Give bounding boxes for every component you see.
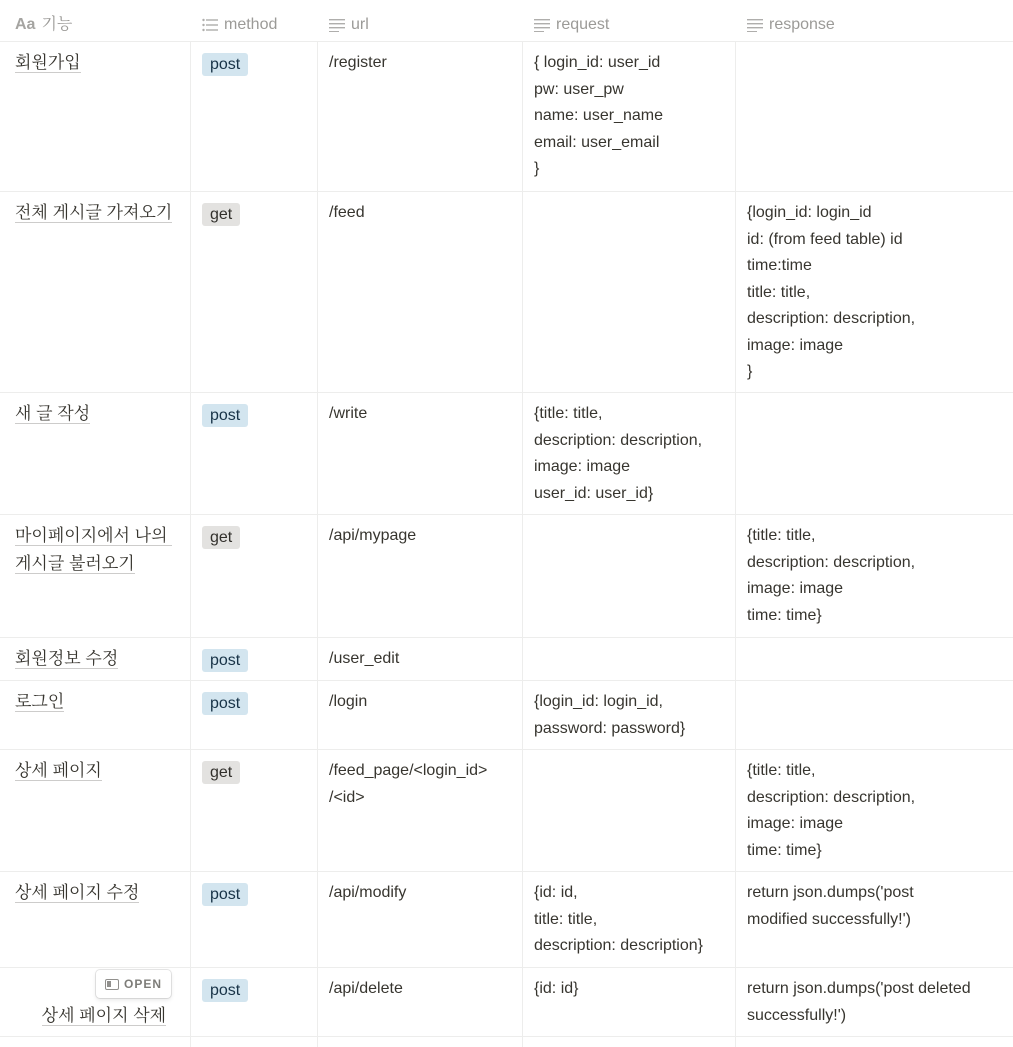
- response-cell[interactable]: [736, 393, 1013, 514]
- feature-title[interactable]: 회원가입: [15, 53, 81, 72]
- table-row[interactable]: [0, 515, 1013, 638]
- side-peek-icon: [105, 979, 119, 990]
- column-header-url[interactable]: [318, 0, 523, 41]
- response-cell[interactable]: {title: title, description: description, image: image time: time}: [747, 527, 916, 624]
- request-cell[interactable]: [523, 750, 736, 871]
- table-row[interactable]: [0, 192, 1013, 393]
- text-lines-icon: [534, 18, 550, 32]
- method-tag: post: [202, 53, 248, 76]
- url-cell[interactable]: /api/delete: [318, 968, 523, 1036]
- title-property-icon: Aa: [15, 16, 36, 33]
- feature-title[interactable]: 새 글 작성: [15, 404, 91, 423]
- method-cell[interactable]: [191, 872, 318, 967]
- feature-cell[interactable]: [0, 192, 191, 392]
- feature-cell[interactable]: [0, 393, 191, 514]
- url-cell[interactable]: /register: [318, 42, 523, 191]
- request-cell[interactable]: {login_id: login_id, password: password}: [523, 681, 736, 749]
- feature-title[interactable]: 전체 게시글 가져오기: [15, 203, 173, 222]
- feature-cell[interactable]: [0, 872, 191, 967]
- open-button-label: OPEN: [124, 976, 163, 991]
- feature-title[interactable]: 상세 페이지 삭제: [41, 1005, 167, 1025]
- response-cell[interactable]: return json.dumps('post deleted successfully!'): [747, 980, 971, 1024]
- column-header-feature[interactable]: [0, 0, 191, 41]
- method-tag: post: [202, 883, 248, 906]
- table-row[interactable]: [0, 393, 1013, 515]
- feature-title[interactable]: 상세 페이지 수정: [15, 883, 140, 902]
- response-cell[interactable]: [736, 681, 1013, 749]
- list-icon: [202, 18, 218, 32]
- method-cell[interactable]: [191, 42, 318, 191]
- url-cell[interactable]: /login: [318, 681, 523, 749]
- url-cell[interactable]: /api/modify: [318, 872, 523, 967]
- response-cell[interactable]: return json.dumps('post modified successfully!'): [747, 884, 914, 928]
- method-cell[interactable]: [191, 638, 318, 680]
- method-cell[interactable]: [191, 393, 318, 514]
- table-header: [0, 0, 1013, 42]
- method-tag: post: [202, 404, 248, 427]
- feature-cell[interactable]: [0, 42, 191, 191]
- feature-cell[interactable]: [0, 681, 191, 749]
- method-tag: post: [202, 692, 248, 715]
- url-cell[interactable]: /feed: [318, 192, 523, 392]
- feature-cell[interactable]: [0, 638, 191, 680]
- open-page-button[interactable]: [96, 970, 171, 998]
- column-label-feature: 기능: [41, 16, 73, 33]
- method-tag: get: [202, 203, 240, 226]
- feature-title[interactable]: 상세 페이지: [15, 761, 102, 780]
- table-row[interactable]: [0, 681, 1013, 750]
- table-row[interactable]: [0, 872, 1013, 968]
- method-tag: post: [202, 649, 248, 672]
- feature-title[interactable]: 회원정보 수정: [15, 649, 119, 668]
- url-cell[interactable]: /write: [318, 393, 523, 514]
- text-lines-icon: [329, 18, 345, 32]
- method-cell[interactable]: [191, 750, 318, 871]
- column-header-response[interactable]: [736, 0, 1013, 41]
- url-cell[interactable]: /api/mypage: [318, 515, 523, 637]
- column-header-method[interactable]: [191, 0, 318, 41]
- table-row[interactable]: [0, 42, 1013, 192]
- request-cell[interactable]: [523, 515, 736, 637]
- request-cell[interactable]: {id: id}: [523, 968, 736, 1036]
- response-cell[interactable]: {title: title, description: description, image: image time: time}: [747, 762, 916, 859]
- column-header-request[interactable]: [523, 0, 736, 41]
- method-cell[interactable]: [191, 192, 318, 392]
- column-label-request: request: [556, 16, 610, 33]
- url-cell[interactable]: /feed_page/<login_id> /<id>: [318, 750, 523, 871]
- method-tag: post: [202, 979, 248, 1002]
- method-tag: get: [202, 761, 240, 784]
- feature-cell[interactable]: [0, 968, 191, 1036]
- request-cell[interactable]: {title: title, description: description, image: image user_id: user_id}: [523, 393, 736, 514]
- request-cell[interactable]: [523, 192, 736, 392]
- request-cell[interactable]: {id: id, title: title, description: description}: [523, 872, 736, 967]
- column-label-response: response: [769, 16, 835, 33]
- table-row[interactable]: [0, 750, 1013, 872]
- method-cell[interactable]: [191, 515, 318, 637]
- table-row[interactable]: [0, 638, 1013, 681]
- method-cell[interactable]: [191, 968, 318, 1036]
- response-cell[interactable]: [736, 42, 1013, 191]
- method-tag: get: [202, 526, 240, 549]
- feature-cell[interactable]: [0, 750, 191, 871]
- text-lines-icon: [747, 18, 763, 32]
- feature-cell[interactable]: [0, 515, 191, 637]
- response-cell[interactable]: {login_id: login_id id: (from feed table) id time:time title: title, description: description, image: image }: [747, 204, 916, 380]
- method-cell[interactable]: [191, 681, 318, 749]
- column-label-url: url: [351, 16, 369, 33]
- response-cell[interactable]: [736, 638, 1013, 680]
- request-cell[interactable]: [523, 638, 736, 680]
- feature-title[interactable]: 로그인: [15, 692, 65, 711]
- url-cell[interactable]: /user_edit: [318, 638, 523, 680]
- request-cell[interactable]: { login_id: user_id pw: user_pw name: user_name email: user_email }: [523, 42, 736, 191]
- feature-title[interactable]: 마이페이지에서 나의 게시글 불러오기: [15, 526, 173, 573]
- column-label-method: method: [224, 16, 278, 33]
- table-row[interactable]: [0, 968, 1013, 1037]
